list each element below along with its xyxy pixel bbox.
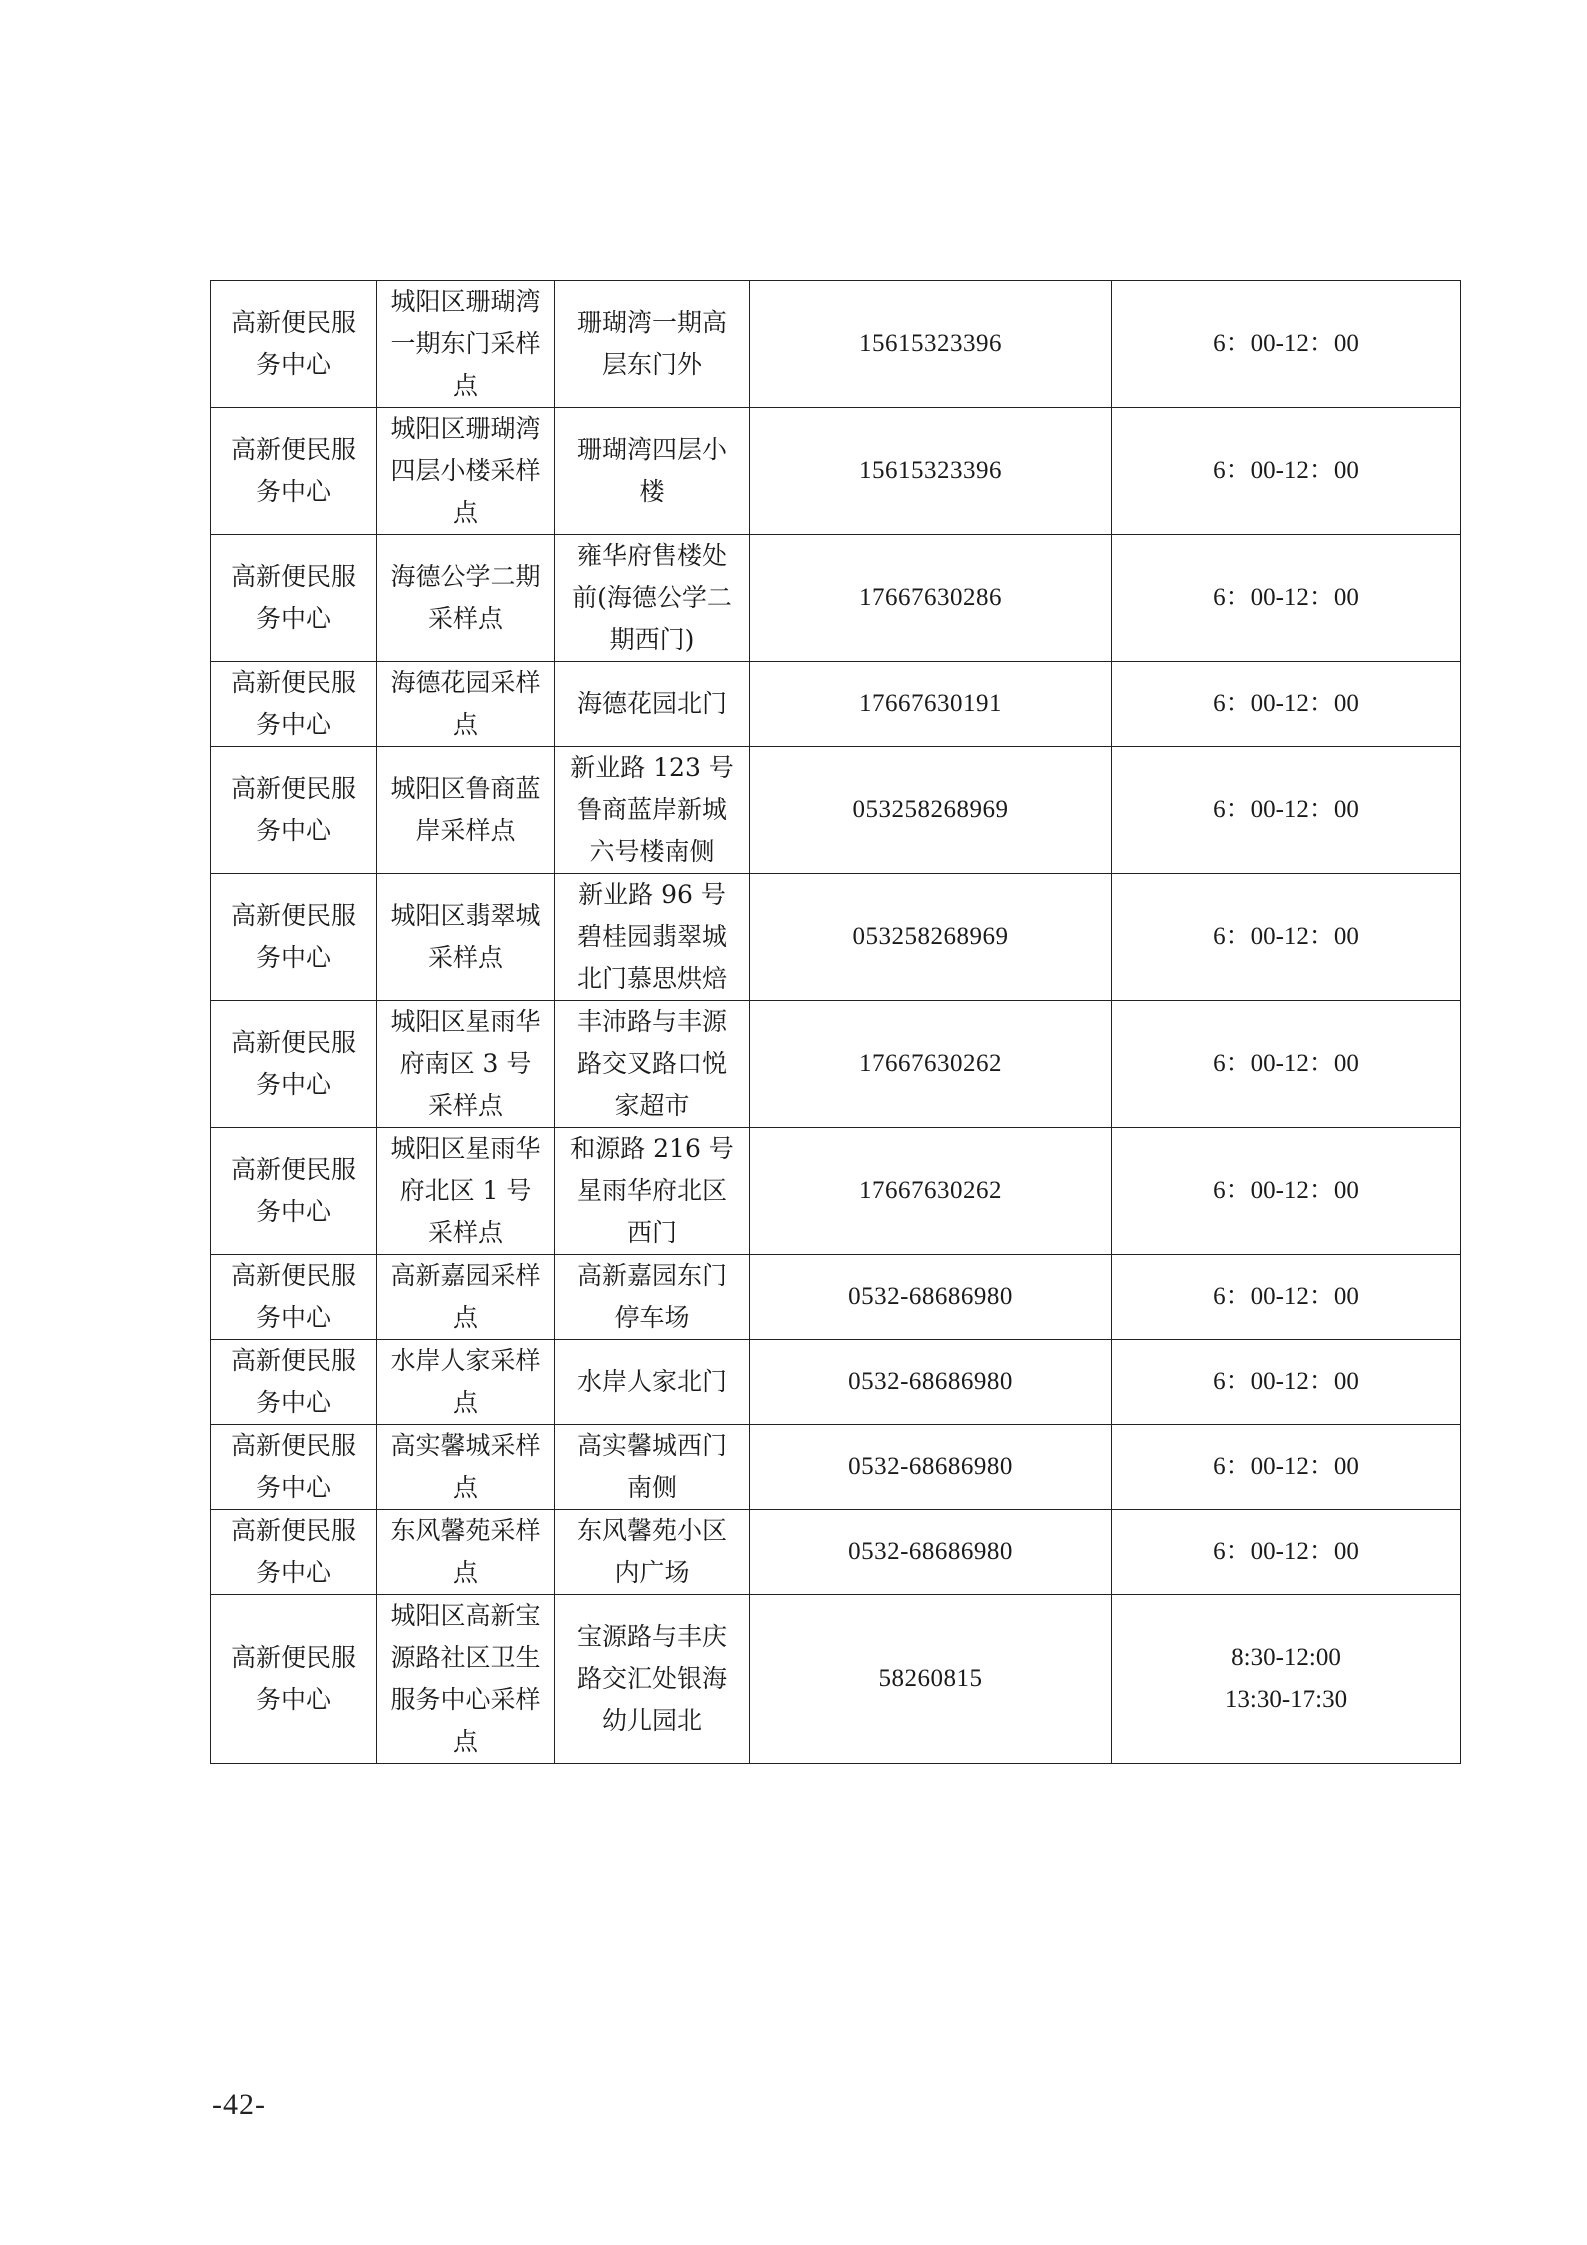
hours-line: 6：00-12：00 (1213, 330, 1359, 357)
address-cell: 东风馨苑小区内广场 (555, 1510, 750, 1595)
phone-cell: 15615323396 (750, 408, 1112, 535)
hours-line: 6：00-12：00 (1213, 923, 1359, 950)
hours-line: 6：00-12：00 (1213, 1050, 1359, 1077)
address-cell: 海德花园北门 (555, 662, 750, 747)
phone-cell: 0532-68686980 (750, 1510, 1112, 1595)
table-row (211, 1340, 1461, 1425)
hours-line: 6：00-12：00 (1213, 1453, 1359, 1480)
site-cell: 水岸人家采样点 (377, 1340, 555, 1425)
table-row (211, 1001, 1461, 1128)
address-cell: 和源路 216 号星雨华府北区西门 (555, 1128, 750, 1255)
phone-cell: 0532-68686980 (750, 1255, 1112, 1340)
phone-cell: 053258268969 (750, 874, 1112, 1001)
address-cell: 雍华府售楼处前(海德公学二期西门) (555, 535, 750, 662)
org-cell: 高新便民服务中心 (211, 281, 377, 408)
org-cell: 高新便民服务中心 (211, 662, 377, 747)
hours-cell (1112, 408, 1461, 535)
phone-cell: 17667630286 (750, 535, 1112, 662)
address-cell: 新业路 96 号碧桂园翡翠城北门慕思烘焙 (555, 874, 750, 1001)
org-cell: 高新便民服务中心 (211, 1255, 377, 1340)
table-row (211, 662, 1461, 747)
table-row (211, 281, 1461, 408)
hours-cell (1112, 535, 1461, 662)
table-row (211, 535, 1461, 662)
table-row (211, 1595, 1461, 1764)
org-cell: 高新便民服务中心 (211, 1510, 377, 1595)
hours-line: 6：00-12：00 (1213, 1177, 1359, 1204)
org-cell: 高新便民服务中心 (211, 1001, 377, 1128)
address-cell: 珊瑚湾四层小楼 (555, 408, 750, 535)
site-cell: 城阳区星雨华府南区 3 号采样点 (377, 1001, 555, 1128)
hours-cell (1112, 1425, 1461, 1510)
hours-cell (1112, 1340, 1461, 1425)
table-row (211, 1255, 1461, 1340)
site-cell: 高新嘉园采样点 (377, 1255, 555, 1340)
phone-cell: 0532-68686980 (750, 1425, 1112, 1510)
site-cell: 城阳区翡翠城采样点 (377, 874, 555, 1001)
site-cell: 城阳区星雨华府北区 1 号采样点 (377, 1128, 555, 1255)
sampling-sites-table (210, 280, 1461, 1764)
org-cell: 高新便民服务中心 (211, 874, 377, 1001)
phone-cell: 053258268969 (750, 747, 1112, 874)
hours-cell (1112, 1255, 1461, 1340)
phone-cell: 58260815 (750, 1595, 1112, 1764)
hours-cell (1112, 747, 1461, 874)
hours-line: 6：00-12：00 (1213, 796, 1359, 823)
address-cell: 水岸人家北门 (555, 1340, 750, 1425)
org-cell: 高新便民服务中心 (211, 535, 377, 662)
phone-cell: 17667630262 (750, 1128, 1112, 1255)
hours-line: 6：00-12：00 (1213, 584, 1359, 611)
table-row (211, 1510, 1461, 1595)
page-number: -42- (212, 2088, 266, 2121)
hours-line: 13:30-17:30 (1224, 1686, 1348, 1713)
hours-cell (1112, 281, 1461, 408)
address-cell: 宝源路与丰庆路交汇处银海幼儿园北 (555, 1595, 750, 1764)
hours-cell (1112, 874, 1461, 1001)
phone-cell: 15615323396 (750, 281, 1112, 408)
org-cell: 高新便民服务中心 (211, 1595, 377, 1764)
hours-cell (1112, 1595, 1461, 1764)
table-row (211, 1128, 1461, 1255)
org-cell: 高新便民服务中心 (211, 408, 377, 535)
site-cell: 城阳区鲁商蓝岸采样点 (377, 747, 555, 874)
hours-cell (1112, 662, 1461, 747)
address-cell: 高新嘉园东门停车场 (555, 1255, 750, 1340)
table-row (211, 408, 1461, 535)
address-cell: 珊瑚湾一期高层东门外 (555, 281, 750, 408)
site-cell: 城阳区珊瑚湾一期东门采样点 (377, 281, 555, 408)
phone-cell: 0532-68686980 (750, 1340, 1112, 1425)
org-cell: 高新便民服务中心 (211, 1425, 377, 1510)
org-cell: 高新便民服务中心 (211, 1340, 377, 1425)
hours-line: 6：00-12：00 (1213, 1283, 1359, 1310)
phone-cell: 17667630191 (750, 662, 1112, 747)
org-cell: 高新便民服务中心 (211, 1128, 377, 1255)
table-body (211, 281, 1461, 1764)
hours-line: 6：00-12：00 (1213, 690, 1359, 717)
hours-line: 6：00-12：00 (1213, 457, 1359, 484)
phone-cell: 17667630262 (750, 1001, 1112, 1128)
site-cell: 高实馨城采样点 (377, 1425, 555, 1510)
hours-cell (1112, 1128, 1461, 1255)
hours-line: 6：00-12：00 (1213, 1538, 1359, 1565)
hours-cell (1112, 1001, 1461, 1128)
hours-line: 8:30-12:00 (1231, 1644, 1341, 1671)
table-row (211, 874, 1461, 1001)
address-cell: 新业路 123 号鲁商蓝岸新城六号楼南侧 (555, 747, 750, 874)
address-cell: 高实馨城西门南侧 (555, 1425, 750, 1510)
site-cell: 海德公学二期采样点 (377, 535, 555, 662)
table-row (211, 1425, 1461, 1510)
table-row (211, 747, 1461, 874)
org-cell: 高新便民服务中心 (211, 747, 377, 874)
site-cell: 东风馨苑采样点 (377, 1510, 555, 1595)
hours-line: 6：00-12：00 (1213, 1368, 1359, 1395)
site-cell: 海德花园采样点 (377, 662, 555, 747)
site-cell: 城阳区高新宝源路社区卫生服务中心采样点 (377, 1595, 555, 1764)
address-cell: 丰沛路与丰源路交叉路口悦家超市 (555, 1001, 750, 1128)
hours-cell (1112, 1510, 1461, 1595)
site-cell: 城阳区珊瑚湾四层小楼采样点 (377, 408, 555, 535)
